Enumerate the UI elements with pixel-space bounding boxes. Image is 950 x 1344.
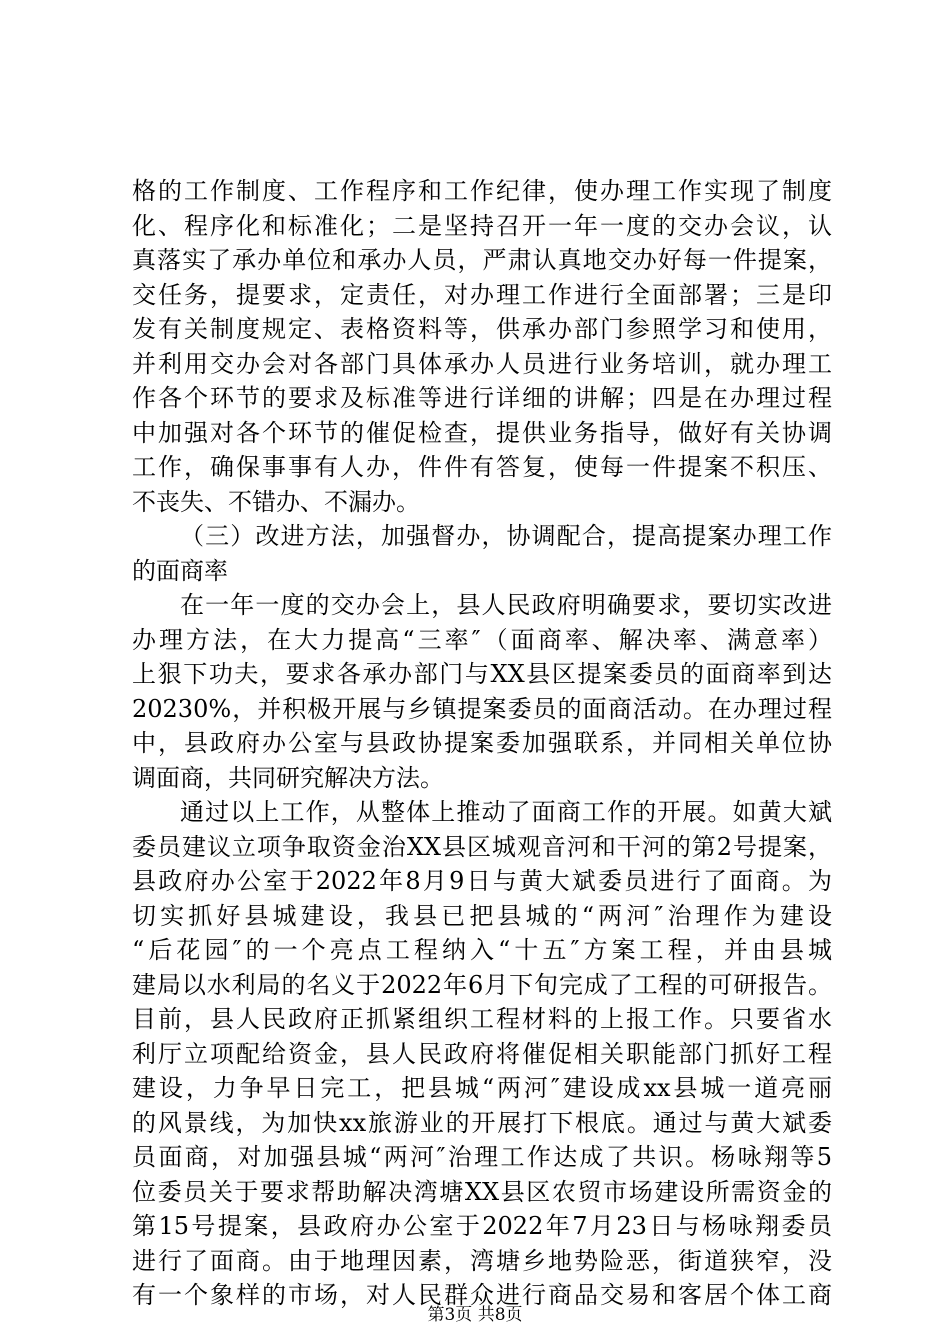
text-line: 建设，力争早日完工，把县城“两河″建设成xx县城一道亮丽 (132, 1074, 832, 1102)
text-line: 不丧失、不错办、不漏办。 (132, 487, 420, 516)
text-line: 化、程序化和标准化；二是坚持召开一年一度的交办会议，认 (132, 211, 832, 240)
text-line: 委员建议立项争取资金治XX县区城观音河和干河的第2号提案， (132, 832, 832, 861)
text-line: 切实抓好县城建设，我县已把县城的“两河″治理作为建设 (132, 901, 832, 930)
text-line: 交任务，提要求，定责任，对办理工作进行全面部署；三是印 (132, 280, 832, 309)
text-line: 作各个环节的要求及标准等进行详细的讲解；四是在办理过程 (132, 384, 832, 412)
text-line: 在一年一度的交办会上，县人民政府明确要求，要切实改进 (180, 591, 832, 619)
text-line: 有一个象样的市场，对人民群众进行商品交易和客居个体工商 (132, 1281, 832, 1309)
text-line: 通过以上工作，从整体上推动了面商工作的开展。如黄大斌 (180, 798, 832, 826)
text-line: 20230%，并积极开展与乡镇提案委员的面商活动。在办理过程 (132, 694, 832, 723)
text-line: 目前，县人民政府正抓紧组织工程材料的上报工作。只要省水 (132, 1005, 832, 1033)
text-line: 员面商，对加强县城“两河″治理工作达成了共识。杨咏翔等5 (132, 1143, 832, 1171)
text-line: 的风景线，为加快xx旅游业的开展打下根底。通过与黄大斌委 (132, 1108, 832, 1137)
text-line: 位委员关于要求帮助解决湾塘XX县区农贸市场建设所需资金的 (132, 1177, 832, 1206)
text-line: 办理方法，在大力提高“三率″（面商率、解决率、满意率） (132, 625, 832, 654)
text-line: 县政府办公室于2022年8月9日与黄大斌委员进行了面商。为 (132, 867, 832, 895)
text-line: 建局以水利局的名义于2022年6月下旬完成了工程的可研报告。 (132, 970, 832, 999)
text-line: 格的工作制度、工作程序和工作纪律，使办理工作实现了制度 (132, 177, 832, 205)
document-body (132, 174, 832, 1313)
text-line: 进行了面商。由于地理因素，湾塘乡地势险恶，街道狭窄，没 (132, 1246, 832, 1275)
text-line: 中加强对各个环节的催促检查，提供业务指导，做好有关协调 (132, 418, 832, 447)
text-line: 并利用交办会对各部门具体承办人员进行业务培训，就办理工 (132, 349, 832, 378)
section-heading: （三）改进方法，加强督办，协调配合，提高提案办理工作 (180, 522, 832, 550)
text-line: 利厅立项配给资金，县人民政府将催促相关职能部门抓好工程 (132, 1039, 832, 1068)
text-line: 工作，确保事事有人办，件件有答复，使每一件提案不积压、 (132, 453, 832, 481)
text-line: 调面商，共同研究解决方法。 (132, 763, 444, 792)
text-line: 上狠下功夫，要求各承办部门与XX县区提案委员的面商率到达 (132, 660, 832, 688)
page-number-footer: 第3页 共8页 (427, 1305, 523, 1325)
section-heading-continued: 的面商率 (132, 556, 228, 585)
text-line: 第15号提案，县政府办公室于2022年7月23日与杨咏翔委员 (132, 1212, 832, 1240)
text-line: “后花园″的一个亮点工程纳入“十五″方案工程，并由县城 (132, 936, 832, 964)
text-line: 中，县政府办公室与县政协提案委加强联系，并同相关单位协 (132, 729, 832, 757)
text-line: 发有关制度规定、表格资料等，供承办部门参照学习和使用， (132, 315, 832, 343)
text-line: 真落实了承办单位和承办人员，严肃认真地交办好每一件提案， (132, 246, 832, 274)
